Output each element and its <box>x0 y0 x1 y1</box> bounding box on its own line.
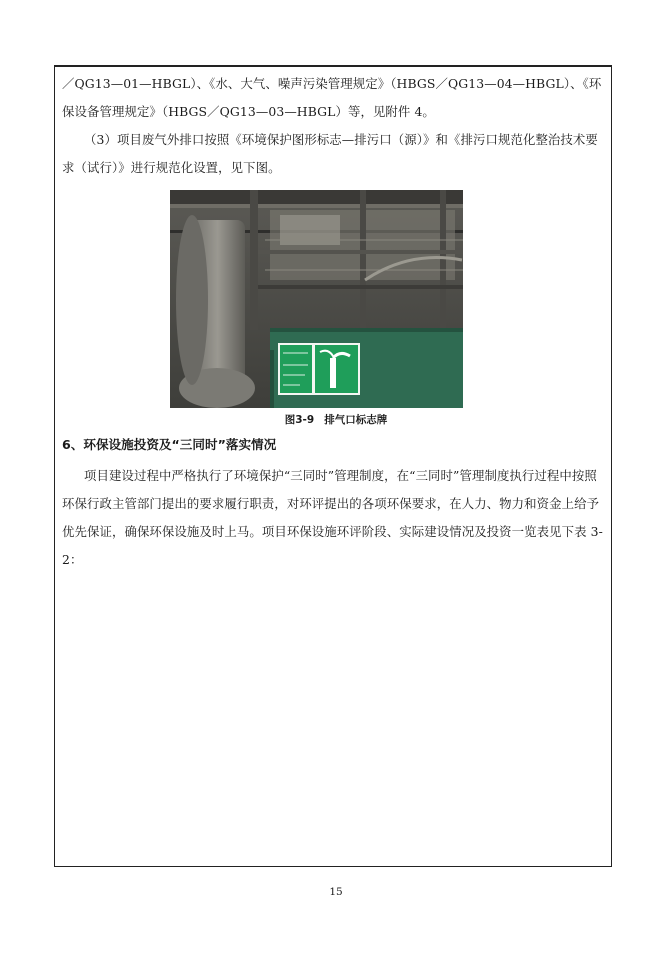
page-number: 15 <box>329 886 343 898</box>
paragraph-top: ／QG13—01—HBGL）、《水、大气、噪声污染管理规定》（HBGS／QG13—04—HBGL）、《环保设备管理规定》（HBGS／QG13—03—HBGL）等，见附件 4。 <box>62 76 602 119</box>
exhaust-outlet-photo <box>170 190 463 408</box>
figure-caption <box>0 412 672 427</box>
figure-number: 图3-9 <box>284 414 315 426</box>
paragraph-exhaust-outlet: （3）项目废气外排口按照《环境保护图形标志—排污口（源）》和《排污口规范化整治技术要求（试行）》进行规范化设置，见下图。 <box>62 132 598 175</box>
paragraph-section6: 项目建设过程中严格执行了环境保护“三同时”管理制度，在“三同时”管理制度执行过程中按照环保行政主管部门提出的要求履行职责，对环评提出的各项环保要求，在人力、物力和资金上给予优先保证，确保环保设施及时上马。项目环保设施环评阶段、实际建设情况及投资一览表见下表 3-2： <box>62 468 603 567</box>
figure-title: 排气口标志牌 <box>324 414 388 426</box>
section-heading: 6、环保设施投资及“三同时”落实情况 <box>62 437 277 452</box>
